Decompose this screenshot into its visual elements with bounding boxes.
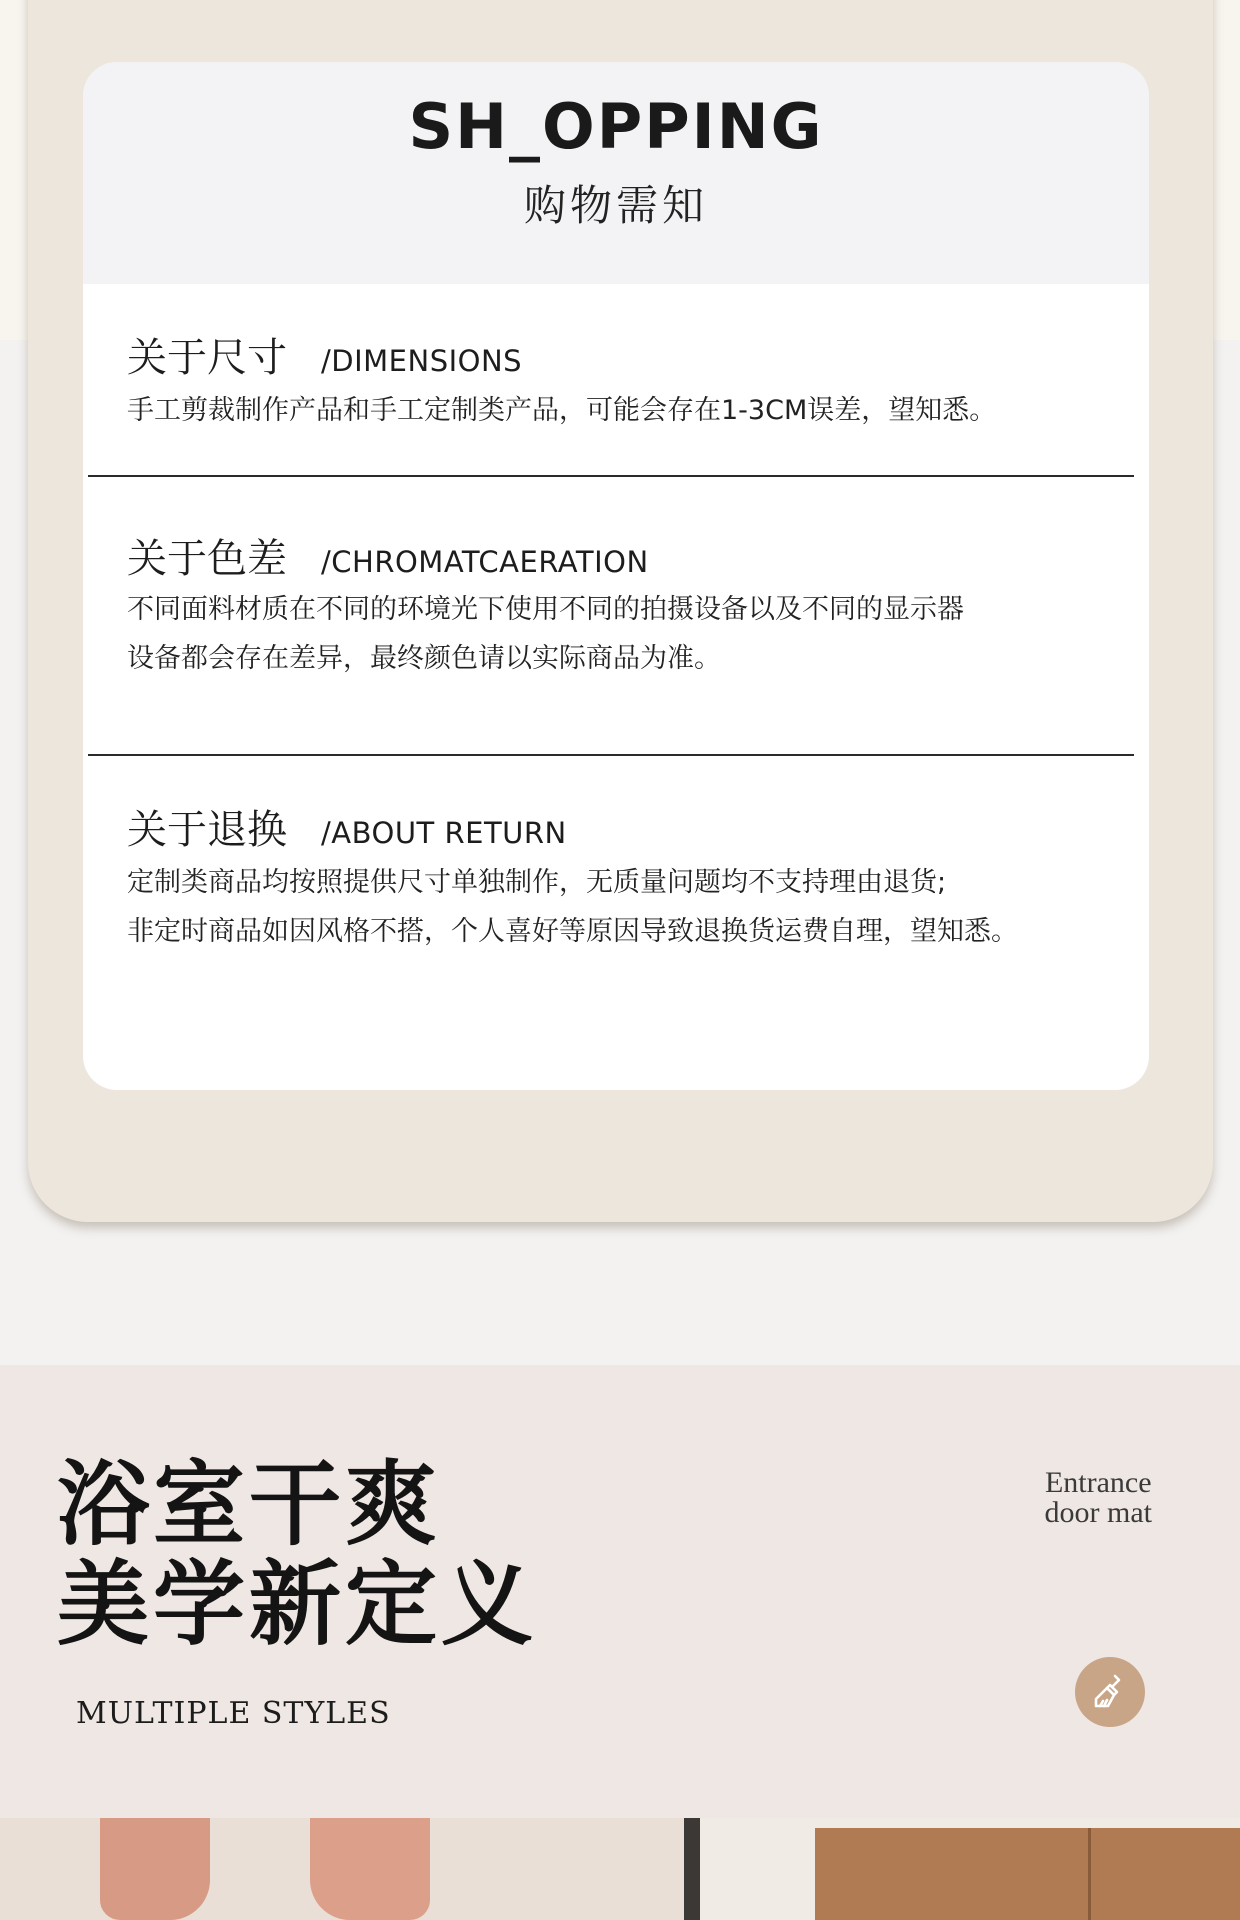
headline-line: 美学新定义: [57, 1551, 538, 1658]
section-title-row: [127, 326, 522, 383]
product-photo: [0, 1818, 1240, 1920]
notice-header: [83, 62, 1149, 284]
section-body-line: 非定时商品如因风格不搭，个人喜好等原因导致退换货运费自理，望知悉。: [127, 916, 1018, 947]
entrance-line: Entrance: [1044, 1466, 1152, 1499]
headline-line: 浴室干爽: [57, 1451, 442, 1558]
section-body: [127, 386, 1127, 435]
section-body-line: 设备都会存在差异，最终颜色请以实际商品为准。: [127, 643, 721, 674]
section-title-cn: 关于色差: [127, 536, 287, 582]
brand-title: SH_OPPING: [408, 90, 824, 163]
section-color-difference: [83, 477, 1149, 757]
section-title-row: [127, 527, 649, 584]
entrance-label: [1045, 1468, 1152, 1528]
section-body: [127, 585, 1127, 683]
section-title-row: [127, 798, 567, 855]
promo-tagline: MULTIPLE STYLES: [76, 1696, 391, 1731]
section-body-line: 手工剪裁制作产品和手工定制类产品，可能会存在1-3CM误差，望知悉。: [127, 395, 997, 426]
shopping-notice-card: [83, 62, 1149, 1090]
section-title-en: /CHROMATCAERATION: [321, 545, 649, 579]
entrance-line: door mat: [1044, 1496, 1152, 1529]
section-body: [127, 858, 1127, 956]
section-title-en: /ABOUT RETURN: [321, 816, 567, 850]
section-body-line: 定制类商品均按照提供尺寸单独制作，无质量问题均不支持理由退货;: [127, 867, 947, 898]
promo-headline: [57, 1451, 538, 1658]
section-return: [83, 756, 1149, 1086]
brush-icon: [1088, 1670, 1132, 1714]
section-body-line: 不同面料材质在不同的环境光下使用不同的拍摄设备以及不同的显示器: [127, 594, 964, 625]
notice-title: 购物需知: [523, 181, 708, 230]
brush-badge: [1075, 1657, 1145, 1727]
section-title-en: /DIMENSIONS: [321, 344, 523, 378]
section-title-cn: 关于退换: [127, 807, 287, 853]
section-title-cn: 关于尺寸: [127, 335, 287, 381]
